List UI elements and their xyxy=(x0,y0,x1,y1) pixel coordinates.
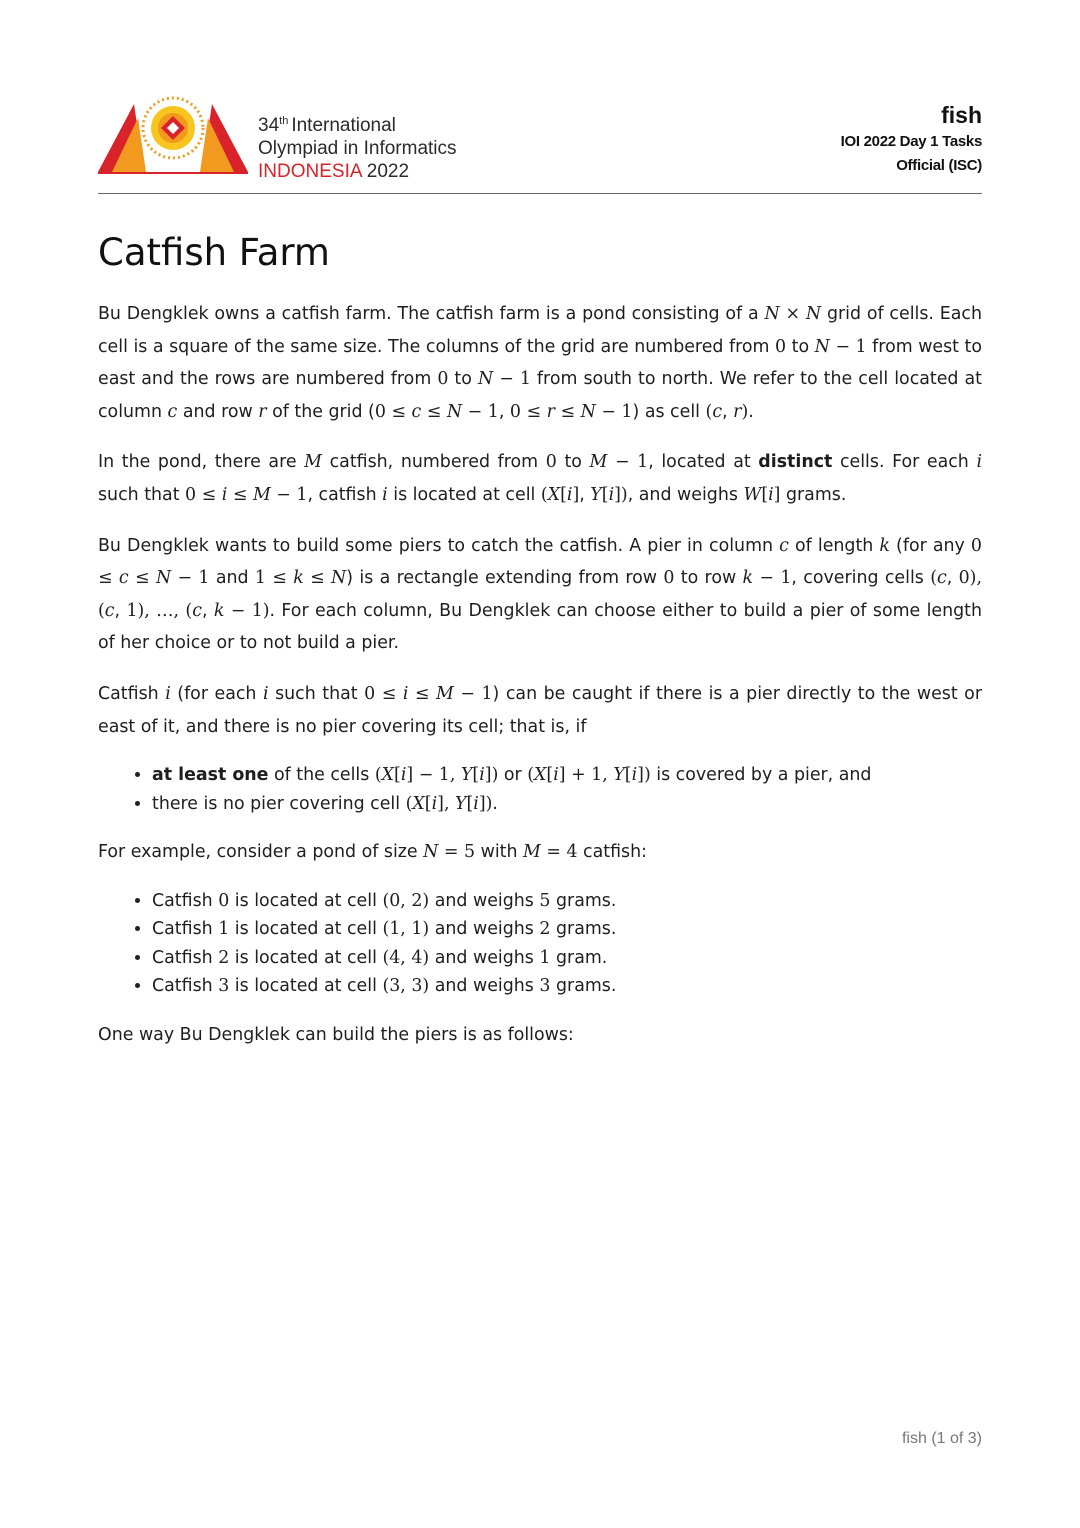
paragraph: Bu Dengklek owns a catfish farm. The catfish farm is a pond consisting of a N × N grid of cells. Each cell is a square of the same size. The columns of the grid are numbered from 0 to N − 1 from west to east and the rows are numbered from 0 to N − 1 from south to north. We refer to the cell located at column c and row r of the grid (0 ≤ c ≤ N − 1, 0 ≤ r ≤ N − 1) as cell (c, r). xyxy=(98,304,983,422)
paragraph: For example, consider a pond of size N = 5 with M = 4 catfish: xyxy=(98,842,647,863)
paragraph: Bu Dengklek wants to build some piers to catch the catfish. A pier in column c of length k (for any 0 ≤ c ≤ N − 1 and 1 ≤ k ≤ N) is a rectangle extending from row 0 to row k − 1, covering cells (c, 0), (c, 1), …, (c, k − 1). For each column, Bu Dengklek can choose either to build a pier of some length of her choice or to not build a pier. xyxy=(98,535,983,654)
status-label: Official (ISC) xyxy=(896,157,982,174)
ioi-2022-logo xyxy=(98,96,248,176)
list-item: • Catfish 2 is located at cell (4, 4) and weighs 1 gram. xyxy=(152,944,982,973)
header-info xyxy=(841,100,982,178)
paragraph: One way Bu Dengklek can build the piers is as follows: xyxy=(98,1024,574,1045)
list-item: • at least one of the cells (X[i] − 1, Y[i]) or (X[i] + 1, Y[i]) is covered by a pier, and xyxy=(152,761,982,790)
paragraph: Catfish i (for each i such that 0 ≤ i ≤ M − 1) can be caught if there is a pier directly to the west or east of it, and there is no pier covering its cell; that is, if xyxy=(98,683,982,737)
header xyxy=(98,96,982,194)
task-name: fish xyxy=(941,102,982,128)
page-footer: fish (1 of 3) xyxy=(901,1430,982,1447)
list-item: • Catfish 0 is located at cell (0, 2) and weighs 5 grams. xyxy=(152,887,982,916)
header-divider xyxy=(98,193,982,194)
list-item: • Catfish 1 is located at cell (1, 1) and weighs 2 grams. xyxy=(152,915,982,944)
contest-label: IOI 2022 Day 1 Tasks xyxy=(840,133,982,150)
example-list xyxy=(98,887,982,1001)
condition-list xyxy=(98,761,982,818)
list-item: • there is no pier covering cell (X[i], Y[i]). xyxy=(152,790,982,819)
list-item: • Catfish 3 is located at cell (3, 3) and weighs 3 grams. xyxy=(152,972,982,1001)
paragraph: In the pond, there are M catfish, numbered from 0 to M − 1, located at distinct cells. For each i such that 0 ≤ i ≤ M − 1, catfish i is located at cell (X[i], Y[i]), and weighs W[i] grams. xyxy=(98,452,982,505)
problem-statement xyxy=(98,298,982,1069)
page-title: Catfish Farm xyxy=(98,231,330,274)
logo-text: 34th International Olympiad in Informatics INDONESIA 2022 xyxy=(258,115,457,182)
